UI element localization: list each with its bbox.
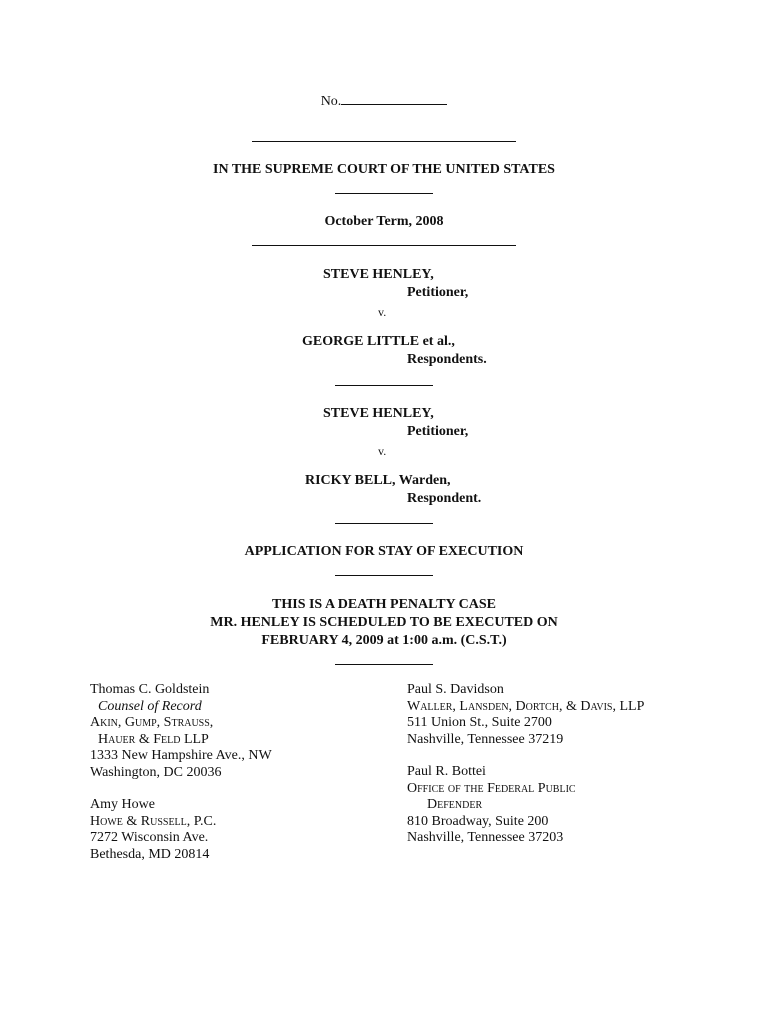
counsel-firm: Defender [427,797,483,812]
counsel-address: 7272 Wisconsin Ave. [90,830,209,845]
docket-label: No. [320,94,342,109]
counsel-name: Amy Howe [90,797,155,812]
counsel-address: Bethesda, MD 20814 [90,846,210,862]
notice-line-3: FEBRUARY 4, 2009 at 1:00 a.m. (C.S.T.) [261,633,507,648]
counsel-address: 1333 New Hampshire Ave., NW [90,748,272,763]
counsel-name: Thomas C. Goldstein [90,682,210,697]
counsel-firm: Office of the Federal Public [407,780,576,796]
divider-rule-short [335,193,433,194]
case1-respondent: GEORGE LITTLE et al., [302,334,455,349]
counsel-firm: Hauer & Feld LLP [98,731,209,747]
counsel-address: Nashville, Tennessee 37203 [407,830,564,845]
counsel-firm: Howe & Russell, P.C. [90,813,217,829]
case1-respondent-role: Respondents. [407,352,487,367]
case2-versus: v. [378,444,387,458]
court-title: IN THE SUPREME COURT OF THE UNITED STATES [213,162,555,177]
divider-rule-short [335,385,433,386]
counsel-address: 511 Union St., Suite 2700 [407,715,552,730]
spacer [90,781,272,797]
case2-petitioner: STEVE HENLEY, [323,406,434,421]
divider-rule-short [335,523,433,524]
docket-number [0,92,768,110]
divider-rule-long [252,245,516,246]
case2-respondent: RICKY BELL, Warden, [305,473,451,488]
counsel-name: Paul R. Bottei [407,764,486,779]
case1-versus: v. [378,305,387,319]
divider-rule-short [335,664,433,665]
counsel-firm: Akin, Gump, Strauss, [90,715,214,730]
counsel-address: Washington, DC 20036 [90,764,222,780]
spacer [407,748,644,764]
docket-blank-line [341,92,447,105]
court-term: October Term, 2008 [324,214,444,229]
case1-petitioner-role: Petitioner, [407,285,469,300]
counsel-firm: Waller, Lansden, Dortch, & Davis, LLP [407,698,645,714]
divider-rule-long [252,141,516,142]
application-title: APPLICATION FOR STAY OF EXECUTION [244,544,524,559]
counsel-left-block [90,682,272,863]
notice-line-1: THIS IS A DEATH PENALTY CASE [272,597,496,612]
counsel-right-block [407,682,644,847]
case2-petitioner-role: Petitioner, [407,424,469,439]
case1-petitioner: STEVE HENLEY, [323,267,434,282]
notice-line-2: MR. HENLEY IS SCHEDULED TO BE EXECUTED ON [210,615,558,630]
counsel-address: 810 Broadway, Suite 200 [407,813,549,829]
counsel-role: Counsel of Record [98,698,202,714]
counsel-name: Paul S. Davidson [407,682,504,697]
case2-respondent-role: Respondent. [407,491,482,506]
counsel-address: Nashville, Tennessee 37219 [407,731,564,747]
divider-rule-short [335,575,433,576]
